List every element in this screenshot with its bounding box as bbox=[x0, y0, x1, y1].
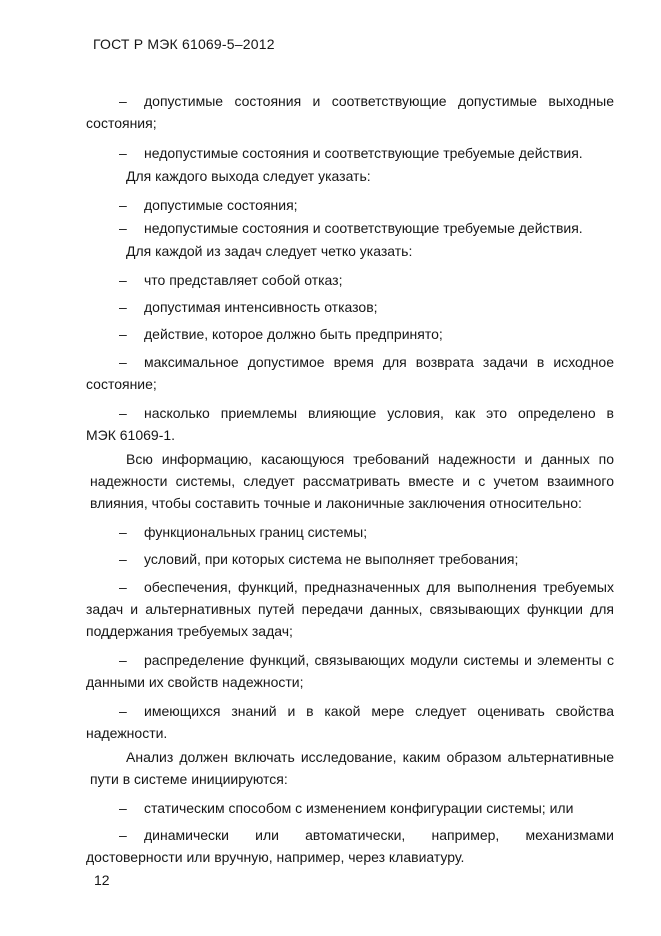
list-dash: – bbox=[119, 579, 127, 595]
list-dash: – bbox=[119, 800, 127, 816]
page-number: 12 bbox=[94, 872, 110, 888]
list-dash: – bbox=[119, 326, 127, 342]
list-dash: – bbox=[119, 272, 127, 288]
list-item-text: обеспечения, функций, предназначенных для выполнения требуемых bbox=[144, 579, 614, 595]
list-dash: – bbox=[119, 551, 127, 567]
paragraph-text: Анализ должен включать исследование, каким образом альтернативные bbox=[126, 749, 614, 765]
paragraph-text: Для каждого выхода следует указать: bbox=[126, 168, 371, 184]
list-item-text: имеющихся знаний и в какой мере следует оценивать свойства bbox=[144, 703, 614, 719]
list-dash: – bbox=[119, 524, 127, 540]
list-dash: – bbox=[119, 703, 127, 719]
list-item-text: допустимые состояния; bbox=[144, 197, 298, 213]
list-dash: – bbox=[119, 197, 127, 213]
list-item-text: данными их свойств надежности; bbox=[86, 674, 304, 690]
list-item-text: недопустимые состояния и соответствующие требуемые действия. bbox=[144, 145, 583, 161]
list-item-text: поддержания требуемых задач; bbox=[86, 623, 293, 639]
list-item-text: статическим способом с изменением конфигурации системы; или bbox=[144, 800, 574, 816]
list-dash: – bbox=[119, 145, 127, 161]
list-dash: – bbox=[119, 93, 127, 109]
list-item-text: надежности. bbox=[86, 725, 168, 741]
list-dash: – bbox=[119, 354, 127, 370]
list-dash: – bbox=[119, 220, 127, 236]
list-item-text: насколько приемлемы влияющие условия, как это определено в bbox=[144, 405, 614, 421]
list-dash: – bbox=[119, 405, 127, 421]
list-item-text: допустимая интенсивность отказов; bbox=[144, 299, 378, 315]
list-item-text: допустимые состояния и соответствующие допустимые выходные bbox=[144, 93, 614, 109]
list-dash: – bbox=[119, 652, 127, 668]
paragraph-text: Для каждой из задач следует четко указать: bbox=[126, 243, 413, 259]
list-item-text: состояния; bbox=[86, 115, 157, 131]
list-dash: – bbox=[119, 299, 127, 315]
paragraph-text: Всю информацию, касающуюся требований надежности и данных по bbox=[126, 451, 614, 467]
list-item-text: что представляет собой отказ; bbox=[144, 272, 343, 288]
paragraph-text: надежности системы, следует рассматривать вместе и с учетом взаимного bbox=[90, 473, 614, 489]
list-dash: – bbox=[119, 827, 127, 843]
list-item-text: достоверности или вручную, например, через клавиатуру. bbox=[86, 849, 465, 865]
list-item-text: максимальное допустимое время для возврата задачи в исходное bbox=[144, 354, 614, 370]
list-item-text: действие, которое должно быть предпринято; bbox=[144, 326, 443, 342]
list-item-text: динамически или автоматически, например, механизмами bbox=[144, 827, 614, 843]
list-item-text: МЭК 61069-1. bbox=[86, 427, 176, 443]
list-item-text: недопустимые состояния и соответствующие требуемые действия. bbox=[144, 220, 583, 236]
paragraph-text: пути в системе инициируются: bbox=[90, 771, 288, 787]
list-item-text: задач и альтернативных путей передачи данных, связывающих функции для bbox=[86, 601, 614, 617]
list-item-text: состояние; bbox=[86, 376, 157, 392]
list-item-text: функциональных границ системы; bbox=[144, 524, 368, 540]
page-header: ГОСТ Р МЭК 61069-5–2012 bbox=[93, 36, 275, 52]
list-item-text: условий, при которых система не выполняет требования; bbox=[144, 551, 519, 567]
list-item-text: распределение функций, связывающих модули системы и элементы с bbox=[144, 652, 614, 668]
paragraph-text: влияния, чтобы составить точные и лаконичные заключения относительно: bbox=[90, 495, 582, 511]
